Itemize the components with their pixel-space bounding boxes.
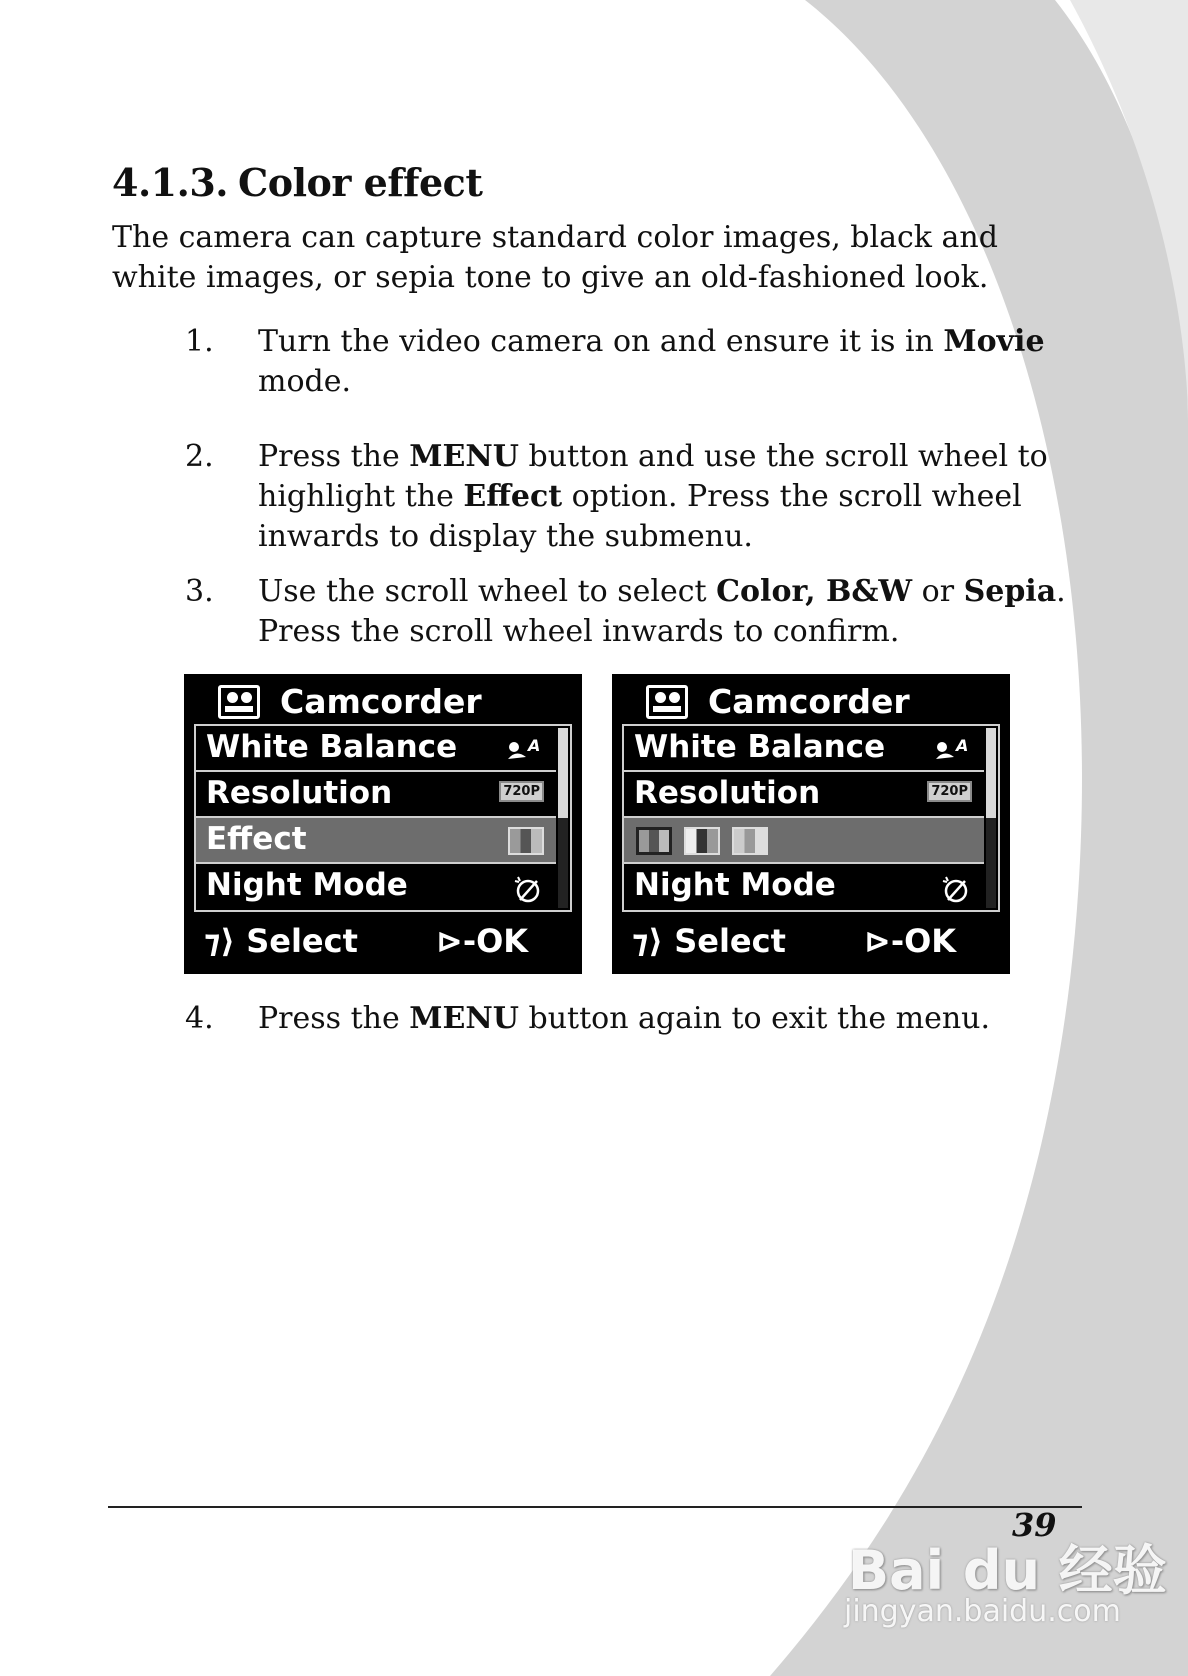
select-hint: ⁊⟩ Select <box>204 922 358 960</box>
camcorder-icon <box>646 685 688 719</box>
screen-footer <box>204 922 574 966</box>
screen-footer <box>632 922 1002 966</box>
screen-title: Camcorder <box>280 682 482 721</box>
step-text: Press the MENU button again to exit the menu. <box>258 1001 991 1036</box>
page-number: 39 <box>1012 1506 1057 1544</box>
footer-rule <box>108 1506 1082 1508</box>
ok-hint: ⊳-OK <box>436 922 529 960</box>
menu-item-night-mode[interactable]: Night Mode <box>624 864 984 910</box>
ok-hint: ⊳-OK <box>864 922 957 960</box>
svg-text:A: A <box>528 736 541 755</box>
step-number: 3. <box>185 574 214 609</box>
effect-option-bw[interactable] <box>684 827 720 855</box>
night-mode-off-icon <box>512 873 544 905</box>
watermark-url: jingyan.baidu.com <box>844 1594 1121 1629</box>
effect-submenu-row <box>624 818 984 864</box>
menu-item-night-mode[interactable]: Night Mode <box>196 864 556 910</box>
effect-option-color[interactable] <box>636 827 672 855</box>
section-title: Color effect <box>238 160 483 205</box>
white-balance-auto-icon <box>504 735 544 765</box>
camcorder-icon <box>218 685 260 719</box>
menu-item-resolution[interactable]: Resolution 720P <box>196 772 556 818</box>
color-effect-icon <box>508 827 544 855</box>
section-heading <box>112 160 482 205</box>
step-number: 4. <box>185 1001 214 1036</box>
resolution-720p-icon: 720P <box>499 781 544 802</box>
menu-list <box>622 724 1000 912</box>
camera-menu-screen-effect-submenu <box>612 674 1010 974</box>
camera-menu-screen-effect <box>184 674 582 974</box>
menu-item-white-balance[interactable]: White Balance A <box>624 726 984 772</box>
effect-option-sepia[interactable] <box>732 827 768 855</box>
watermark-logo: Bai du 经验 <box>848 1539 1167 1602</box>
menu-list <box>194 724 572 912</box>
section-number: 4.1.3. <box>112 160 229 205</box>
step-text: Turn the video camera on and ensure it is in Movie mode. <box>258 324 1045 399</box>
step-number: 2. <box>185 439 214 474</box>
menu-item-effect-highlighted[interactable]: Effect <box>196 818 556 864</box>
step-text: Press the MENU button and use the scroll wheel to highlight the Effect option. Press the scroll wheel inwards to display the submenu. <box>258 439 1048 554</box>
svg-text:A: A <box>956 736 969 755</box>
screen-title: Camcorder <box>708 682 910 721</box>
scrollbar[interactable] <box>558 728 568 908</box>
intro-paragraph: The camera can capture standard color images, black and white images, or sepia tone to give an old-fashioned look. <box>112 220 998 295</box>
night-mode-off-icon <box>940 873 972 905</box>
step-number: 1. <box>185 324 214 359</box>
select-hint: ⁊⟩ Select <box>632 922 786 960</box>
step-text: Use the scroll wheel to select Color, B&W or Sepia. Press the scroll wheel inwards to confirm. <box>258 574 1066 649</box>
menu-item-resolution[interactable]: Resolution 720P <box>624 772 984 818</box>
white-balance-auto-icon <box>932 735 972 765</box>
scrollbar[interactable] <box>986 728 996 908</box>
menu-item-white-balance[interactable]: White Balance A <box>196 726 556 772</box>
resolution-720p-icon: 720P <box>927 781 972 802</box>
